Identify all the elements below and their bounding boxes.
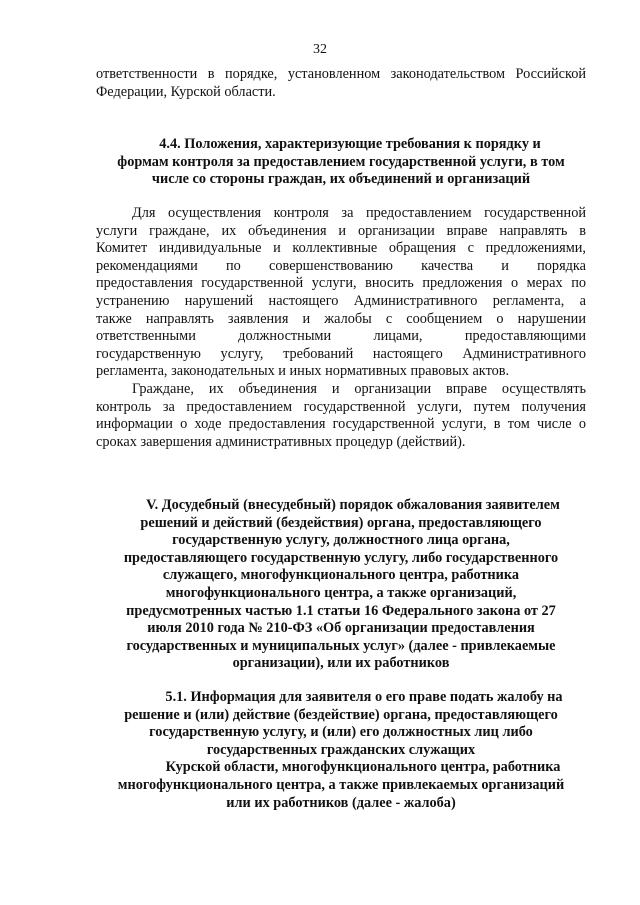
page-number: 32 <box>313 42 327 57</box>
text-line: Граждане, их объединения и организации вправе осуществлять <box>132 381 586 397</box>
text-line: ответственными должностными лицами, предоставляющими <box>96 328 586 345</box>
heading-line: служащего, многофункционального центра, работника <box>162 567 520 584</box>
heading-line: решение и (или) действие (бездействие) органа, предоставляющего <box>124 706 558 723</box>
heading-line: предоставляющего государственную услугу, либо государственного <box>123 549 559 566</box>
text-line: информации о ходе предоставления государственной услуги, в том числе о <box>96 416 586 433</box>
text-line <box>96 258 586 276</box>
heading-line: числе со стороны граждан, их объединений и организаций <box>151 171 531 188</box>
heading-line: организации), или их работников <box>232 655 450 672</box>
text-line: Для осуществления контроля за предоставлением государственной <box>132 205 586 221</box>
text-line: контроль за предоставлением государственной услуги, путем получения <box>96 398 586 415</box>
heading-line: формам контроля за предоставлением государственной услуги, в том <box>117 153 565 170</box>
text-line-inner: рекомендациями по совершенствованию качества и порядка <box>96 257 586 274</box>
heading-line: государственных гражданских служащих <box>206 741 476 758</box>
text-line: регламента, законодательных и иных нормативных правовых актов. <box>96 363 510 380</box>
heading-line: V. Досудебный (внесудебный) порядок обжалования заявителем <box>146 497 560 513</box>
heading-line: предусмотренных частью 1.1 статьи 16 Федерального закона от 27 <box>126 602 556 619</box>
heading-line: решений и действий (бездействия) органа, предоставляющего <box>140 514 542 531</box>
text-line: также направлять заявления и жалобы с сообщением о нарушении <box>96 310 586 327</box>
heading-line: многофункционального центра, а также привлекаемых организаций <box>117 776 565 793</box>
text-line: Комитет индивидуальные и коллективные обращения с предложениями, <box>96 240 586 257</box>
text-line: предоставления государственной услуги, вносить предложения о мерах по <box>96 275 586 292</box>
text-line: государственную услугу, требований настоящего Административного <box>96 345 586 362</box>
section-4-4-paragraph-1 <box>96 205 586 381</box>
section-4-4-paragraph-2 <box>96 381 586 451</box>
intro-paragraph <box>96 66 586 101</box>
heading-line: Курской области, многофункционального центра, работника <box>165 759 561 776</box>
heading-line: 5.1. Информация для заявителя о его праве подать жалобу на <box>165 689 563 705</box>
heading-line: или их работников (далее - жалоба) <box>226 794 456 811</box>
heading-line: многофункционального центра, а также организаций, <box>165 584 517 601</box>
text-line: сроках завершения административных процедур (действий). <box>96 433 466 450</box>
text-line: Федерации, Курской области. <box>96 83 276 100</box>
text-line: услуги граждане, их объединения и организации вправе направлять в <box>96 222 586 239</box>
heading-line: государственных и муниципальных услуг» (далее - привлекаемые <box>126 637 556 654</box>
heading-line: 4.4. Положения, характеризующие требования к порядку и <box>159 136 541 152</box>
heading-line: июля 2010 года № 210-ФЗ «Об организации предоставления <box>147 620 535 637</box>
section-4-4-heading <box>96 136 586 189</box>
text-line: устранению нарушений настоящего Административного регламента, а <box>96 292 586 309</box>
section-v-heading <box>96 497 586 673</box>
heading-line: государственную услугу, и (или) его должностных лиц либо <box>149 724 533 741</box>
section-5-1-heading <box>96 689 586 812</box>
text-line: ответственности в порядке, установленном законодательством Российской <box>96 66 586 82</box>
heading-line: государственную услугу, должностного лица органа, <box>172 532 510 549</box>
